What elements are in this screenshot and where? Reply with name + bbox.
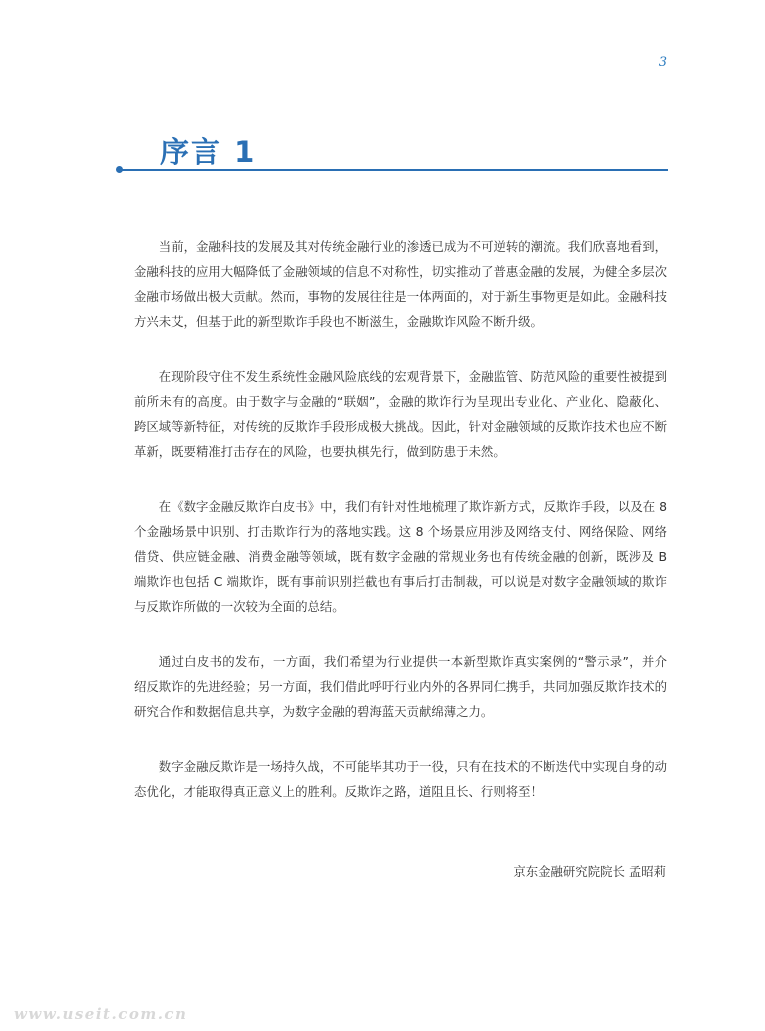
page-title: 序言 1 xyxy=(160,135,257,169)
paragraph: 当前，金融科技的发展及其对传统金融行业的渗透已成为不可逆转的潮流。我们欣喜地看到，金融科技的应用大幅降低了金融领域的信息不对称性，切实推动了普惠金融的发展，为健全多层次金融市场做出极大贡献。然而，事物的发展往往是一体两面的，对于新生事物更是如此。金融科技方兴未艾，但基于此的新型欺诈手段也不断滋生，金融欺诈风险不断升级。 xyxy=(134,239,667,329)
title-rule xyxy=(121,169,668,171)
body-text xyxy=(134,234,667,834)
page-number: 3 xyxy=(658,55,667,70)
paragraph: 通过白皮书的发布，一方面，我们希望为行业提供一本新型欺诈真实案例的“警示录”，并介绍反欺诈的先进经验；另一方面，我们借此呼吁行业内外的各界同仁携手，共同加强反欺诈技术的研究合作和数据信息共享，为数字金融的碧海蓝天贡献绵薄之力。 xyxy=(134,654,667,719)
signature: 京东金融研究院院长 孟昭莉 xyxy=(513,864,666,879)
paragraph: 数字金融反欺诈是一场持久战，不可能毕其功于一役，只有在技术的不断迭代中实现自身的动态优化，才能取得真正意义上的胜利。反欺诈之路，道阻且长、行则将至！ xyxy=(134,759,667,799)
watermark: www.useit.com.cn xyxy=(14,1005,188,1023)
paragraph: 在现阶段守住不发生系统性金融风险底线的宏观背景下，金融监管、防范风险的重要性被提到前所未有的高度。由于数字与金融的“联姻”，金融的欺诈行为呈现出专业化、产业化、隐蔽化、跨区域等新特征，对传统的反欺诈手段形成极大挑战。因此，针对金融领域的反欺诈技术也应不断革新，既要精准打击存在的风险，也要执棋先行，做到防患于未然。 xyxy=(134,369,667,459)
paragraph: 在《数字金融反欺诈白皮书》中，我们有针对性地梳理了欺诈新方式，反欺诈手段，以及在 8 个金融场景中识别、打击欺诈行为的落地实践。这 8 个场景应用涉及网络支付、网络保险、网络借贷、供应链金融、消费金融等领域，既有数字金融的常规业务也有传统金融的创新，既涉及 B 端欺诈也包括 C 端欺诈，既有事前识别拦截也有事后打击制裁，可以说是对数字金融领域的欺诈与反欺诈所做的一次较为全面的总结。 xyxy=(134,499,667,614)
